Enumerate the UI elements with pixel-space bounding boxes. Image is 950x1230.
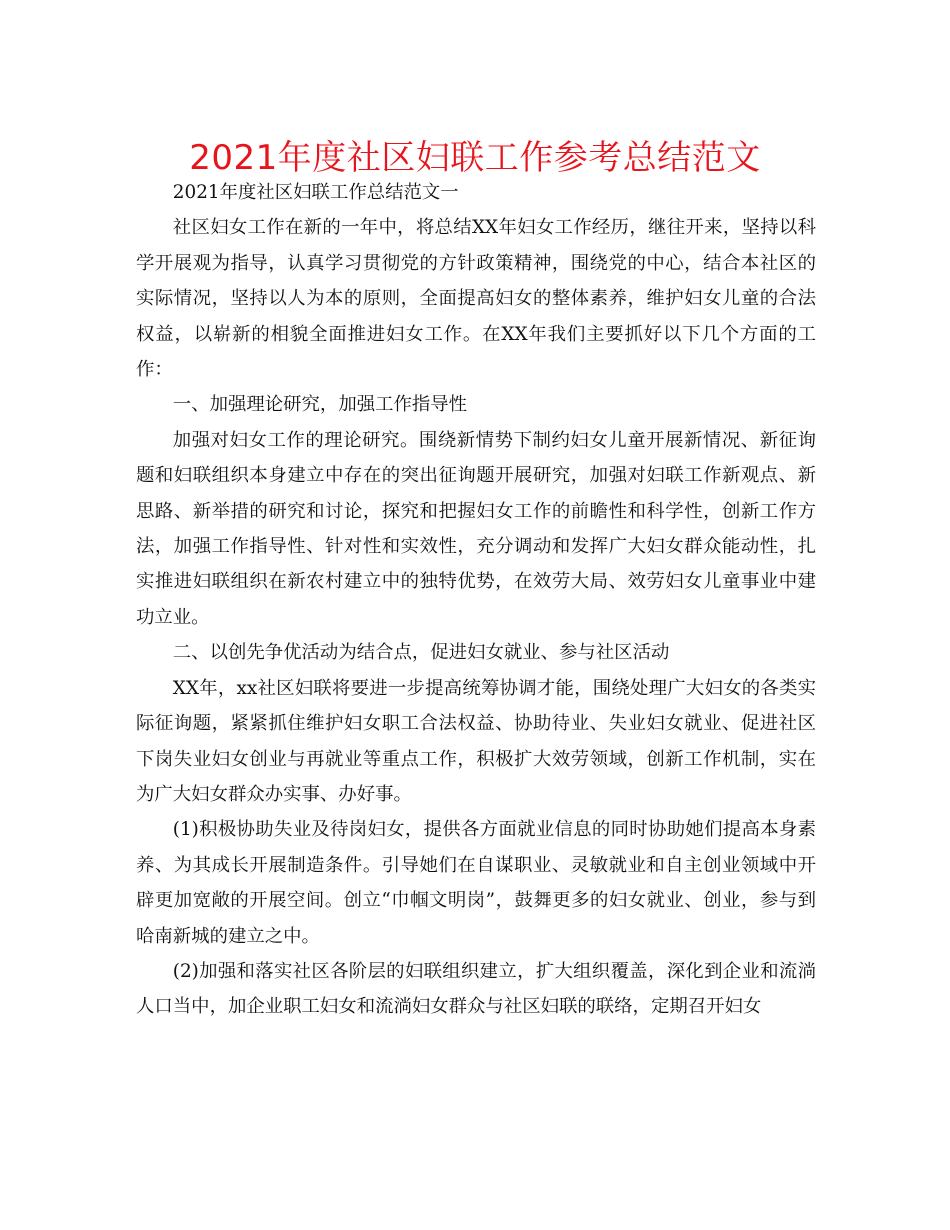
document-body bbox=[136, 175, 816, 1025]
document-title: 2021年度社区妇联工作参考总结范文 bbox=[189, 138, 761, 178]
body-paragraph: (2)加强和落实社区各阶层的妇联组织建立，扩大组织覆盖，深化到企业和流淌人口当中，加企业职工妇女和流淌妇女群众与社区妇联的联络，定期召开妇女 bbox=[136, 960, 816, 1018]
body-paragraph: 加强对妇女工作的理论研究。围绕新情势下制约妇女儿童开展新情况、新征询题和妇联组织本身建立中存在的突出征询题开展研究，加强对妇联工作新观点、新思路、新举措的研究和讨论，探究和把握妇女工作的前瞻性和科学性，创新工作方法，加强工作指导性、针对性和实效性，充分调动和发挥广大妇女群众能动性，扎实推进妇联组织在新农村建立中的独特优势，在效劳大局、效劳妇女儿童事业中建功立业。 bbox=[136, 429, 816, 628]
body-paragraph: XX年，xx社区妇联将要进一步提高统筹协调才能，围绕处理广大妇女的各类实际征询题，紧紧抓住维护妇女职工合法权益、协助待业、失业妇女就业、促进社区下岗失业妇女创业与再就业等重点工作，积极扩大效劳领域，创新工作机制，实在为广大妇女群众办实事、办好事。 bbox=[136, 677, 816, 805]
body-paragraph: (1)积极协助失业及待岗妇女，提供各方面就业信息的同时协助她们提高本身素养、为其成长开展制造条件。引导她们在自谋职业、灵敏就业和自主创业领域中开辟更加宽敞的开展空间。创立“巾帼文明岗”，鼓舞更多的妇女就业、创业，参与到哈南新城的建立之中。 bbox=[136, 819, 816, 947]
body-paragraph: 社区妇女工作在新的一年中，将总结XX年妇女工作经历，继往开来，坚持以科学开展观为指导，认真学习贯彻党的方针政策精神，围绕党的中心，结合本社区的实际情况，坚持以人为本的原则，全面提高妇女的整体素养，维护妇女儿童的合法权益，以崭新的相貌全面推进妇女工作。在XX年我们主要抓好以下几个方面的工作： bbox=[136, 217, 816, 381]
subtitle-paragraph: 2021年度社区妇联工作总结范文一 bbox=[172, 182, 459, 203]
section-heading: 一、加强理论研究，加强工作指导性 bbox=[172, 394, 468, 416]
section-heading: 二、以创先争优活动为结合点，促进妇女就业、参与社区活动 bbox=[172, 642, 670, 664]
